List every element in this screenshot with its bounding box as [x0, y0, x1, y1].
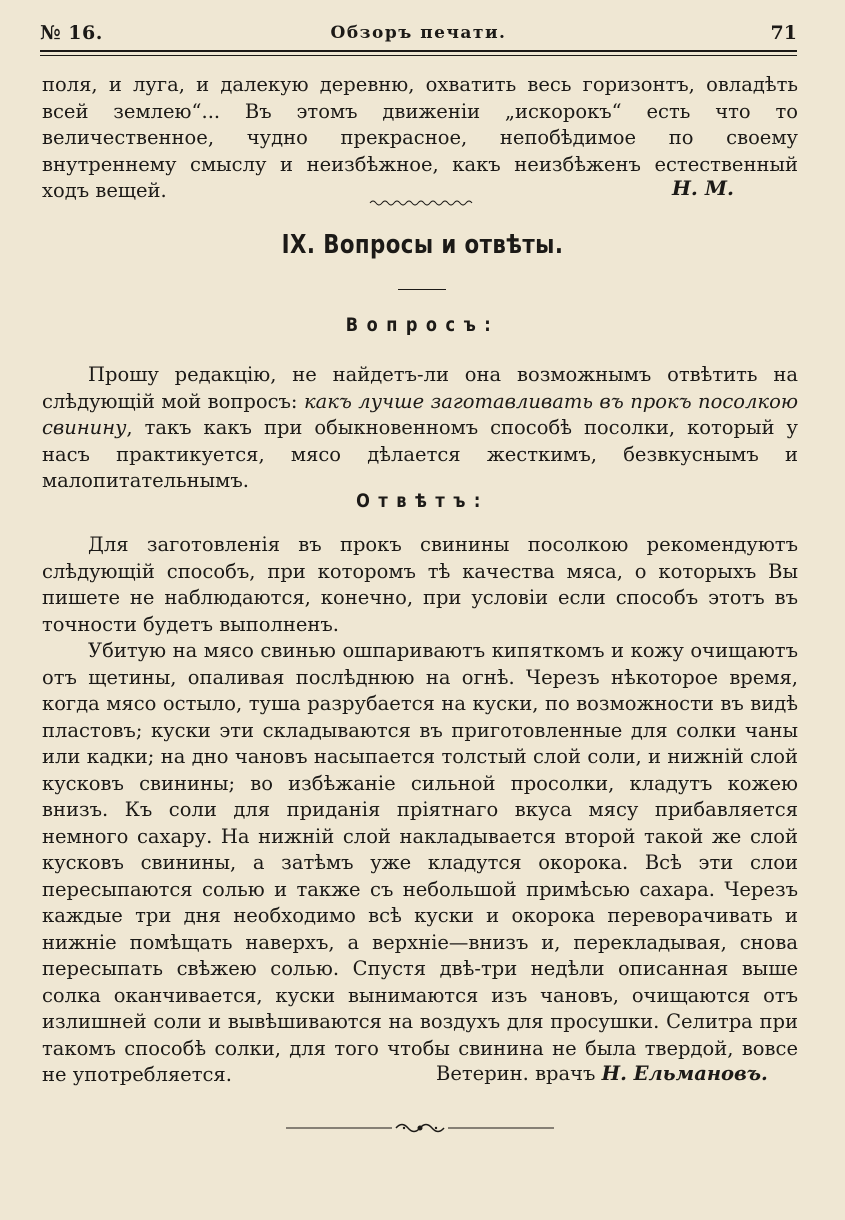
question-text-end: , такъ какъ при обыкновенномъ способѣ посолки, который у насъ практикуется, мясо дѣлается жесткимъ, безвкуснымъ и малопитательнымъ.	[42, 416, 798, 492]
question-text-start: Прошу редакцію, не найдетъ-ли она возможнымъ отвѣтить на слѣдующій мой вопросъ:	[42, 363, 798, 413]
signature-title: Ветерин. врачъ	[436, 1062, 602, 1085]
wave-ornament	[368, 196, 478, 210]
header-rule	[40, 50, 797, 52]
question-heading: Вопросъ:	[345, 314, 500, 336]
question-text-italic: какъ лучше заготавливать въ прокъ посолкою свинину	[42, 389, 798, 439]
question-paragraph	[42, 362, 798, 495]
running-title: Обзоръ печати.	[330, 23, 507, 43]
bottom-ornament	[286, 1118, 554, 1138]
issue-number: № 16.	[40, 22, 103, 44]
answer-signature	[436, 1062, 768, 1085]
answer-paragraph-2: Убитую на мясо свинью ошпариваютъ кипяткомъ и кожу очищаютъ отъ щетины, опаливая послѣднюю на огнѣ. Черезъ нѣкоторое время, когда мясо остыло, туша разрубается на куски, по возможности въ видѣ пластовъ; куски эти складываются въ приготовленные для солки чаны или кадки; на дно чановъ насыпается толстый слой соли, и нижній слой кусковъ свинины; во избѣжаніе сильной просолки, кладутъ кожею внизъ. Къ соли для приданія пріятнаго вкуса мясу прибавляется немного сахару. На нижній слой накладывается второй такой же слой кусковъ свинины, а затѣмъ уже кладутся окорока. Всѣ эти слои пересыпаются солью и также съ небольшой примѣсью сахара. Черезъ каждые три дня необходимо всѣ куски и окорока переворачивать и нижніе помѣщать наверхъ, а верхніе—внизъ и, перекладывая, снова пересыпать свѣжею солью. Спустя двѣ-три недѣли описанная выше солка оканчивается, куски вынимаются изъ чановъ, очищаются отъ излишней соли и вывѣшиваются на воздухъ для просушки. Селитра при такомъ способѣ солки, для того чтобы свинина не была твердой, вовсе не употребляется.	[42, 639, 798, 1086]
opening-text: поля, и луга, и далекую деревню, охватить весь горизонтъ, овладѣть всей землею“... Въ этомъ движеніи „искорокъ“ есть что то величественное, чудно прекрасное, непобѣдимое по своему внутреннему смыслу и неизбѣжное, какъ неизбѣженъ естественный ходъ вещей.	[42, 73, 798, 202]
answer-heading: Отвѣтъ:	[356, 490, 489, 512]
section-rule	[398, 289, 446, 290]
signature-author: Н. Ельмановъ.	[601, 1062, 768, 1085]
opening-signature: Н. М.	[672, 176, 734, 200]
answer-paragraph-1: Для заготовленія въ прокъ свинины посолкою рекомендуютъ слѣдующій способъ, при которомъ тѣ качества мяса, о которыхъ Вы пишете не наблюдаются, конечно, при условіи если способъ этотъ въ точности будетъ выполненъ.	[42, 533, 798, 636]
header-rule-thin	[40, 55, 797, 56]
page-number: 71	[770, 22, 797, 44]
section-title: IX. Вопросы и отвѣты.	[281, 230, 564, 260]
answer-body	[42, 532, 798, 1089]
